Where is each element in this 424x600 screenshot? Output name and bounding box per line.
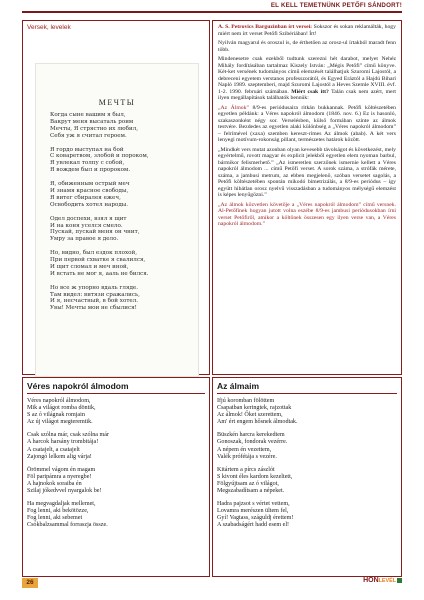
article-paragraph: „Mindkét vers mutat azonban olyan kevesebb távolságot és következést, mely egyértelmű, rovott magyar és explicit jelekből egyetlen elem nyoman barbul, bármikor felismerhető.” „Az ismeretlen szerzőnek ismernie kellett a Véres napokról álmodom ... című Petőfi verset. A sorok száma, a strófák mérete, száma, a jambusi metrum, az ebben megjelenő, szóban versetet sagolás, a Petőfi költészetében spontán mikodó bimetrizálás, a 8/9-es periódus – így együtt hibátlan orosz nyelvű visszadásban a tudományos mélységű elemzést is képes lenyűgözni.” xyxy=(218,146,396,198)
scan-line: Но все ж упорно вдаль гляде. xyxy=(50,284,139,291)
poem-stanza xyxy=(217,398,397,426)
scan-line xyxy=(50,209,190,216)
scan-line: Увы! Мечты мои не сбылися! xyxy=(50,305,137,312)
scan-line: Я увлекал толпу с собой, xyxy=(50,160,125,167)
poem-line: Az új világot megteremtik. xyxy=(27,419,93,426)
scan-line: Мечты, Я стрястно их любил, xyxy=(50,125,139,132)
poem-body xyxy=(27,398,205,530)
poem-line: S kivont éles kardom kezeltett, xyxy=(217,473,293,480)
poem-stanza xyxy=(217,501,397,529)
poem-line: Valék prófétája s vezére. xyxy=(217,453,277,460)
scan-line: При первой схватке я свалился, xyxy=(50,257,146,264)
brand-square-icon xyxy=(397,578,402,583)
scan-line: Себя уж я считал героем. xyxy=(50,132,127,139)
poem-stanza xyxy=(217,467,397,495)
poem-line: Megszabadítsam a népeket. xyxy=(217,488,285,495)
poem-line: Hadra pajzsot s vértet vettem, xyxy=(217,501,290,508)
poem-line: A népem én vezettem, xyxy=(217,446,272,453)
scan-line: Пускай, пускай меня он чнит, xyxy=(50,229,140,236)
poem-line: A szabadságért hadd esem el! xyxy=(217,522,290,529)
scan-line: Там видел: витязи сражались, xyxy=(50,291,140,298)
poem-line: S az ó világnak romjain xyxy=(27,412,85,419)
scan-line: Освободить хотел народы. xyxy=(50,201,129,208)
poem-line: Csak szólna már, csak szólna már xyxy=(27,432,109,439)
scan-line: С коваретвом, злобой и пороком, xyxy=(50,153,149,160)
article-paragraph: A. S. Petrovics Barguzinban írt versei: Sokszor és sokan reklamálták, hogy miért nem írt verset Petőfi Szibériában! Írt! xyxy=(218,24,396,37)
scan-box xyxy=(22,20,210,375)
scan-line: Я витег сбиралея ежеч, xyxy=(50,194,121,201)
box-label: Versek, levelek xyxy=(27,24,71,31)
poem-title-rule xyxy=(27,393,205,394)
article-heading: A. S. Petrovics Barguzinban írt versei: xyxy=(218,24,313,30)
header-rule xyxy=(22,11,402,13)
poem-line: Ifjú koromban fölöttem xyxy=(217,398,275,404)
scan-line: Вакрут меня высаталь роим xyxy=(50,118,134,125)
poem-line: Fölgyújtsam az ó világot, xyxy=(217,480,279,487)
scan-title: МЕЧТЫ xyxy=(98,98,136,107)
poem-stanza xyxy=(27,467,205,495)
poem-line: Mik a világot romba döntik, xyxy=(27,405,96,412)
scan-line: Когда сыне вашим я был, xyxy=(50,112,126,118)
poem-title-rule xyxy=(217,393,397,394)
poem-title: Véres napokról álmodom xyxy=(27,381,129,391)
poem-line: Örömmel vágom én magam xyxy=(27,466,96,473)
poem-line: Gyí! Vagtass, száguldj érettem! xyxy=(217,515,294,522)
scan-poem-text xyxy=(50,112,190,312)
article-paragraph: Nyilván magyarul és oroszul is, de érthetően az orosz-ul írtakból maradt fenn több. xyxy=(218,40,396,53)
scan-line: Но, видно, был ездок плохой, xyxy=(50,250,138,257)
poem-stanza xyxy=(27,501,205,529)
scan-line: И щит сломал и меч иной, xyxy=(50,263,129,270)
scan-line xyxy=(50,140,190,147)
running-head: EL KELL TEMETNÜNK PETŐFI SÁNDORT! xyxy=(270,2,402,9)
poem-line: Zajongó lelkem alig várja! xyxy=(27,453,92,460)
poem-line: Fog lenni, aki sebemet xyxy=(27,515,83,522)
poem-title: Az álmaim xyxy=(217,381,260,391)
poem-line: Az álmok! Őket szerettem, xyxy=(217,412,283,419)
poem-line: Szilaj jókedvvel nyargalok be! xyxy=(27,488,102,495)
poem-line: Véres napokról álmodom, xyxy=(27,398,91,404)
poem-line: Am' ért engem hősnek álmodtak. xyxy=(217,419,298,426)
poem-box-left xyxy=(22,377,210,577)
scan-line: Одел доспехи, взял я щит xyxy=(50,215,127,222)
poem-line: A csatajelt, a csatajelt xyxy=(27,446,80,453)
scan-line: Я вождем был и пророком. xyxy=(50,167,131,174)
page-number: 26 xyxy=(22,578,38,588)
article-box xyxy=(212,20,402,375)
scan-line: Умру за правое я дело. xyxy=(50,236,119,243)
poem-line: Csókbalzsammal forraszja össze. xyxy=(27,522,108,529)
brand-logo: HONLEVÉL xyxy=(363,577,402,584)
poem-line: Büszkén harcra kerekedtem xyxy=(217,432,285,439)
poem-line: Lovamra merészen ültem fel, xyxy=(217,508,289,515)
poem-line: Ha megvagdaljak mellemet, xyxy=(27,501,96,508)
scan-line: И я, несчастный, в бой хотел. xyxy=(50,298,139,305)
poem-line: A harcok harsány trombitája! xyxy=(27,439,99,446)
scan-line: И знамя красное свободы, xyxy=(50,187,129,194)
article-quote: „Az álmok közvetlen követője a „Véres napokról álmodom” című versnek. Al-Petőfinek hogyan jutott volna eszébe 8/9-es jambusi periódusokban írni verset Petőfiről, amikor a költőnek összesen egy ilyen verse van, a Véres napokról álmodom.” xyxy=(218,201,396,227)
scan-line: Я гордо выступал на бой xyxy=(50,146,124,153)
article-paragraph: Mindenesetre csak ezekből tudtunk szerezni hét darabot, melyet Nehéz Mihály fordításában tartalmaz Kiszely István: „Mégis Petőfi” című könyve. Két-ket versének tudományos című elemzését találhatjuk Szuromi Lajostól, a debreceni egyetem verstanos professzorától, és Egyed Eráztól a Hajdú Bihari Napló 1989. szeptemberi, majd Szuromi Lajostól a Heves Szemle XVIII. évf. 1-2. 1990. februári számában. Miért csak itt? Talán csak nem azért, mert ilyen megállapítások találhatók bennük: xyxy=(218,56,397,101)
poem-stanza xyxy=(27,432,205,460)
article-paragraph: „Az Álmok” 8/9-es periódusaira ritkán bukkannak. Petőfi költészetében egyetlen példánk: a Véres napokról álmodom (1846. nov. 6.) Ez is hasonló, szakaszonként négy sor. Verselésben, külső formában szinte az álmok testvére. Bezdedes az egyetlen alaki különbség a „Véres napokról álmodom” – felrímével (xaxa) szemben kereszt-rímes Az álmok (abab). A két vers lenyegi motívum-rokonság pillant, természetes határok között. xyxy=(218,104,396,143)
poem-line: Csapatban keringtek, rajzottak xyxy=(217,405,292,412)
scan-line: И встать не мог я, ааль не бился. xyxy=(50,270,149,277)
scan-line: И на коня уселся смело. xyxy=(50,222,123,229)
poem-body xyxy=(217,398,397,530)
scan-line xyxy=(50,278,190,285)
scan-line: Я, обиженным острый меч xyxy=(50,181,130,188)
poem-box-right xyxy=(212,377,402,577)
poem-line: A hajnokok soraiba én xyxy=(27,480,82,487)
poem-stanza xyxy=(27,398,205,426)
poem-line: Kitártem a pírcs zászlót xyxy=(217,466,275,473)
poem-line: Gonoszak, fondorak vezérre. xyxy=(217,439,288,446)
poem-line: Fog lenni, aki bekötözze, xyxy=(27,508,89,515)
poem-stanza xyxy=(217,432,397,460)
scanned-poem-image xyxy=(35,63,199,377)
poem-line: Föl paripámra a nyeregbe! xyxy=(27,473,92,480)
